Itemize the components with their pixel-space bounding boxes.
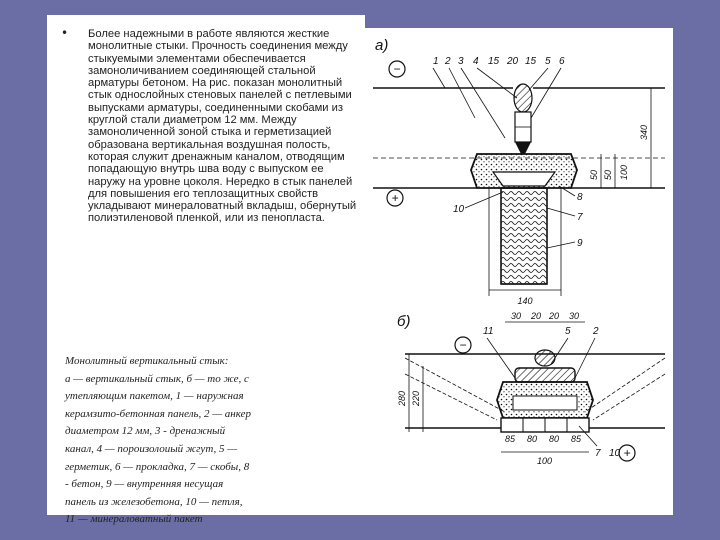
svg-text:80: 80 [549, 434, 560, 444]
svg-text:1: 1 [433, 56, 439, 67]
svg-text:100: 100 [619, 164, 629, 180]
caption-line: диаметром 12 мм, 3 - дренажный [65, 425, 226, 438]
svg-text:20: 20 [531, 311, 542, 321]
drawing-a [373, 37, 665, 306]
callouts-top-a [433, 56, 565, 138]
svg-text:30: 30 [511, 311, 522, 321]
dims-bottom-b [501, 434, 589, 466]
svg-text:85: 85 [505, 434, 516, 444]
mineral-wool-pack [515, 368, 575, 382]
body-text: Более надежными в работе являются жесткие монолитные стыки. Прочность соединения между стыкуемыми элементами обеспечивается замоноличиванием соединяющей стальной арматуры бетоном. На рис. показан монолитный стык однослойных стеновых панелей с петлевыми выпусками арматуры, соединенными скобами из круглой стали диаметром 12 мм. Между замоноличенной зоной стыка и герметизацией образована вертикальная воздушная полость, которая служит дренажным каналом, отводящим попадающую внутрь шва воду с выпуском ее наружу на уровне цоколя. Нередко в стык панелей для повышения его теплозащитных свойств укладывают минераловатный вкладыш, обернутый полиэтиленовой пленкой, или из пенопласта. [88, 28, 357, 225]
svg-text:3: 3 [458, 56, 464, 67]
svg-text:20: 20 [507, 56, 519, 67]
svg-text:20: 20 [549, 311, 560, 321]
text-panel [47, 15, 365, 526]
svg-text:+: + [623, 446, 631, 460]
caption-line: утепляющим пакетом, 1 — наружная [65, 390, 244, 403]
dims-right-a [589, 88, 651, 188]
figure-panel [365, 28, 673, 515]
drawing-b [397, 311, 665, 466]
svg-text:7: 7 [577, 212, 583, 223]
dims-top-b [505, 311, 585, 322]
inner-panel [501, 188, 547, 284]
svg-text:15: 15 [488, 56, 500, 67]
svg-text:5: 5 [545, 56, 551, 67]
svg-text:11: 11 [483, 326, 494, 337]
svg-text:280: 280 [397, 390, 407, 406]
svg-text:−: − [393, 62, 401, 76]
svg-text:50: 50 [603, 169, 613, 180]
svg-text:8: 8 [577, 192, 583, 203]
svg-text:5: 5 [565, 326, 571, 337]
svg-text:+: + [391, 191, 399, 205]
svg-text:340: 340 [639, 124, 649, 140]
caption-line: канал, 4 — пороизолоиый жгут, 5 — [65, 442, 238, 455]
svg-text:9: 9 [577, 238, 583, 249]
svg-text:7: 7 [595, 448, 601, 459]
svg-text:15: 15 [525, 56, 537, 67]
svg-text:80: 80 [527, 434, 538, 444]
dims-side-b [397, 354, 423, 432]
joint-drawing [365, 28, 673, 515]
caption-line: а — вертикальный стык, б — то же, с [65, 372, 249, 385]
bullet-marker: • [61, 26, 69, 40]
svg-text:4: 4 [473, 56, 479, 67]
figure-caption [65, 353, 355, 529]
svg-text:100: 100 [537, 456, 553, 466]
caption-line: панель из железобетона, 10 — петля, [65, 495, 243, 508]
svg-text:10: 10 [453, 204, 465, 215]
caption-line: керамзито-бетонная панель, 2 — анкер [65, 407, 252, 420]
svg-text:6: 6 [559, 56, 565, 67]
dim-bottom: 140 [517, 296, 533, 306]
svg-text:−: − [459, 338, 467, 352]
svg-text:2: 2 [593, 326, 599, 337]
svg-text:2: 2 [445, 56, 451, 67]
caption-line: - бетон, 9 — внутренняя несущая [65, 478, 224, 491]
drawing-b-label: б) [397, 313, 411, 330]
svg-text:85: 85 [571, 434, 582, 444]
caption-line: 11 — минераловатный пакет [65, 513, 203, 526]
svg-text:30: 30 [569, 311, 580, 321]
svg-text:10: 10 [609, 448, 621, 459]
svg-text:50: 50 [589, 169, 599, 180]
drawing-a-label: а) [375, 37, 389, 54]
svg-text:220: 220 [411, 390, 421, 406]
caption-line: герметик, 6 — прокладка, 7 — скобы, 8 [65, 460, 250, 473]
caption-line: Монолитный вертикальный стык: [65, 355, 229, 367]
sealant-rope [535, 350, 555, 366]
